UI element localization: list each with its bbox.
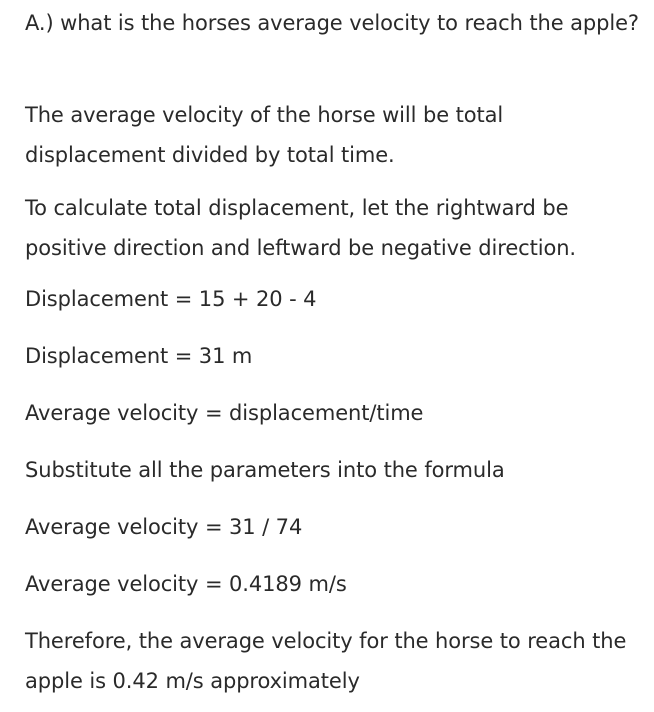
displacement-equation: Displacement = 15 + 20 - 4 bbox=[25, 287, 317, 311]
definition-text: The average velocity of the horse will be total displacement divided by total time. bbox=[25, 103, 504, 167]
displacement-result: Displacement = 31 m bbox=[25, 344, 253, 368]
velocity-result: Average velocity = 0.4189 m/s bbox=[25, 572, 347, 596]
question-text: A.) what is the horses average velocity to reach the apple? bbox=[25, 11, 639, 35]
velocity-formula: Average velocity = displacement/time bbox=[25, 401, 424, 425]
conclusion-text: Therefore, the average velocity for the horse to reach the apple is 0.42 m/s approximately bbox=[25, 629, 627, 693]
substitution-text: Substitute all the parameters into the formula bbox=[25, 458, 505, 482]
velocity-substitution: Average velocity = 31 / 74 bbox=[25, 515, 303, 539]
direction-convention-text: To calculate total displacement, let the rightward be positive direction and leftward be negative direction. bbox=[25, 196, 577, 260]
